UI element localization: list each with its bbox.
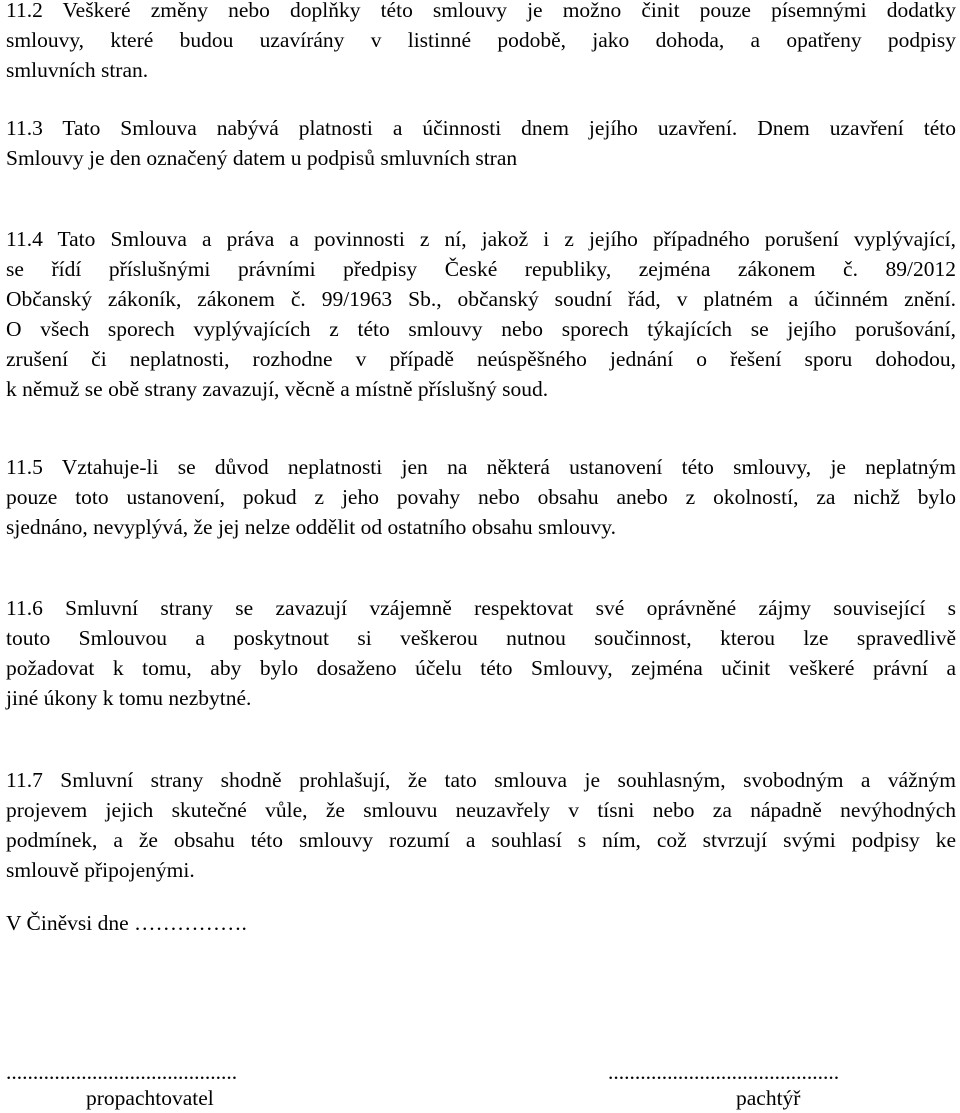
place-date-text: V Činěvsi dne ……………. — [6, 911, 247, 935]
text-line: pouze toto ustanovení, pokud z jeho povahy nebo obsahu anebo z okolností, za nichž bylo — [6, 485, 956, 509]
text-line: smlouvě připojenými. — [6, 858, 195, 882]
clause-11-7 — [6, 765, 956, 885]
text-line: O všech sporech vyplývajících z této smlouvy nebo sporech týkajících se jejího porušování, — [6, 317, 956, 341]
clause-11-6 — [6, 593, 956, 713]
signature-line-right: ........................................... — [608, 1060, 840, 1084]
text-line: 11.4 Tato Smlouva a práva a povinnosti z ní, jakož i z jejího případného porušení vyplývající, — [6, 227, 956, 251]
text-line: 11.7 Smluvní strany shodně prohlašují, že tato smlouva je souhlasným, svobodným a vážným — [6, 768, 956, 792]
text-line: sjednáno, nevyplývá, že jej nelze oddělit od ostatního obsahu smlouvy. — [6, 515, 617, 539]
clause-11-2 — [6, 0, 956, 85]
signature-line-left: ........................................... — [6, 1060, 238, 1084]
clause-11-4 — [6, 224, 956, 404]
text-line: 11.3 Tato Smlouva nabývá platnosti a účinnosti dnem jejího uzavření. Dnem uzavření této — [6, 116, 956, 140]
text-line: podmínek, a že obsahu této smlouvy rozumí a souhlasí s ním, což stvrzují svými podpisy ke — [6, 828, 956, 852]
text-line: požadovat k tomu, aby bylo dosaženo účelu této Smlouvy, zejména učinit veškeré právní a — [6, 656, 956, 680]
text-line: smluvních stran. — [6, 58, 149, 82]
place-and-date — [6, 908, 247, 938]
clause-11-5 — [6, 452, 956, 542]
text-line: zrušení či neplatnosti, rozhodne v případě neúspěšného jednání o řešení sporu dohodou, — [6, 347, 956, 371]
text-line: k němuž se obě strany zavazují, věcně a místně příslušný soud. — [6, 377, 549, 401]
clause-11-3 — [6, 113, 956, 173]
text-line: 11.6 Smluvní strany se zavazují vzájemně respektovat své oprávněné zájmy související s — [6, 596, 956, 620]
text-line: smlouvy, které budou uzavírány v listinné podobě, jako dohoda, a opatřeny podpisy — [6, 28, 956, 52]
text-line: Občanský zákoník, zákonem č. 99/1963 Sb., občanský soudní řád, v platném a účinném znění. — [6, 287, 956, 311]
text-line: 11.2 Veškeré změny nebo doplňky této smlouvy je možno činit pouze písemnými dodatky — [6, 0, 956, 22]
text-line: projevem jejich skutečné vůle, že smlouvu neuzavřely v tísni nebo za nápadně nevýhodných — [6, 798, 956, 822]
text-line: se řídí příslušnými právními předpisy České republiky, zejména zákonem č. 89/2012 — [6, 257, 956, 281]
text-line: touto Smlouvou a poskytnout si veškerou nutnou součinnost, kterou lze spravedlivě — [6, 626, 956, 650]
text-line: jiné úkony k tomu nezbytné. — [6, 686, 252, 710]
text-line: Smlouvy je den označený datem u podpisů smluvních stran — [6, 146, 518, 170]
signature-label-lessor: propachtovatel — [86, 1086, 214, 1110]
signature-labels — [6, 1083, 956, 1113]
text-line: 11.5 Vztahuje-li se důvod neplatnosti jen na některá ustanovení této smlouvy, je neplatným — [6, 455, 956, 479]
signature-label-lessee: pachtýř — [736, 1086, 801, 1110]
